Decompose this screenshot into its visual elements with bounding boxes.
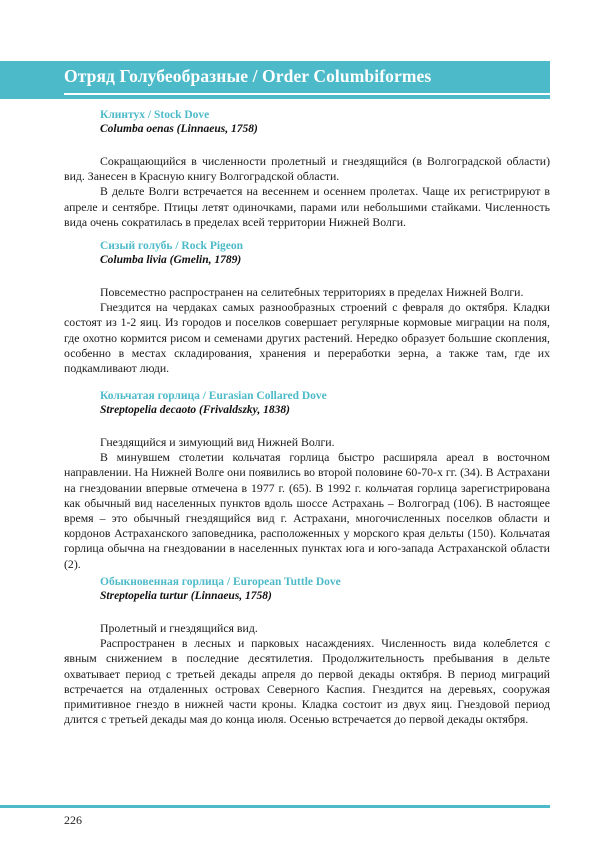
- species-latin-name: Columba livia (Gmelin, 1789): [100, 254, 242, 266]
- paragraph: Распространен в лесных и парковых насаждениях. Численность вида колеблется с явным снижением в последние десятилетия. Продолжительность пребывания в дельте охватывает период с третьей декады апреля до первой декады октября. В период миграций встречается на отдаленных островах Северного Каспия. Гнездится на деревьях, сооружая примитивное гнездо в нижней части кроны. Кладка состоит из двух яиц. Гнездовой период длится с третьей декады мая до конца июля. Осенью встречается до первой декады октября.: [64, 636, 550, 727]
- footer-rule: [0, 805, 550, 808]
- species-common-name: Обыкновенная горлица / European Tuttle Dove: [100, 576, 341, 588]
- species-common-name: Клинтух / Stock Dove: [100, 109, 210, 121]
- species-description: [64, 621, 550, 727]
- page-number: 226: [64, 813, 82, 827]
- species-entry-turtle-dove: [64, 575, 550, 727]
- header-underline: [64, 93, 550, 95]
- species-latin-name: Columba oenas (Linnaeus, 1758): [100, 123, 258, 135]
- paragraph: Пролетный и гнездящийся вид.: [100, 621, 258, 635]
- species-entry-rock-pigeon: [64, 239, 550, 376]
- page-title: Отряд Голубеобразные / Order Columbiformes: [64, 66, 432, 86]
- species-description: [64, 154, 550, 230]
- paragraph: Сокращающийся в численности пролетный и гнездящийся (в Волгоградской области) вид. Занесен в Красную книгу Волгоградской области.: [64, 154, 550, 184]
- species-entry-stock-dove: [64, 108, 550, 230]
- paragraph: Гнездится на чердаках самых разнообразных строений с февраля до октября. Кладки состоят из 1-2 яиц. Из городов и поселков совершает регулярные кормовые миграции на поля, где охотно кормится рисом и семенами других растений. Нередко образует большие скопления, особенно в местах складирования, хранения и переработки зерна, а также там, где их подкамливают люди.: [64, 300, 550, 376]
- paragraph: Гнездящийся и зимующий вид Нижней Волги.: [100, 435, 335, 449]
- species-latin-name: Streptopelia turtur (Linnaeus, 1758): [100, 590, 272, 602]
- species-common-name: Сизый голубь / Rock Pigeon: [100, 240, 244, 252]
- species-description: [64, 285, 550, 376]
- species-common-name: Кольчатая горлица / Eurasian Collared Dove: [100, 390, 327, 402]
- species-latin-name: Streptopelia decaoto (Frivaldszky, 1838): [100, 404, 290, 416]
- species-description: [64, 435, 550, 572]
- paragraph: В минувшем столетии кольчатая горлица быстро расширяла ареал в восточном направлении. На Нижней Волге они появились во второй половине 60-70-х гг. (34). В Астрахани на гнездовании впервые отмечена в 1977 г. (65). В 1992 г. кольчатая горлица зарегистрирована как обычный вид населенных пунктов вдоль шоссе Астрахань – Волгоград (106). В настоящее время – это обычный гнездящийся вид г. Астрахани, многочисленных поселков области и кордонов Астраханского заповедника, расположенных у морского края дельты (150). Кольчатая горлица обычна на гнездовании в населенных пунктах юга и юго-запада Астраханской области (2).: [64, 450, 550, 571]
- paragraph: Повсеместно распространен на селитебных территориях в пределах Нижней Волги.: [100, 285, 524, 299]
- paragraph: В дельте Волги встречается на весеннем и осеннем пролетах. Чаще их регистрируют в апреле и сентябре. Птицы летят одиночками, парами или небольшими стайками. Численность вида очень сократилась в пределах всей территории Нижней Волги.: [64, 184, 550, 229]
- species-entry-collared-dove: [64, 389, 550, 572]
